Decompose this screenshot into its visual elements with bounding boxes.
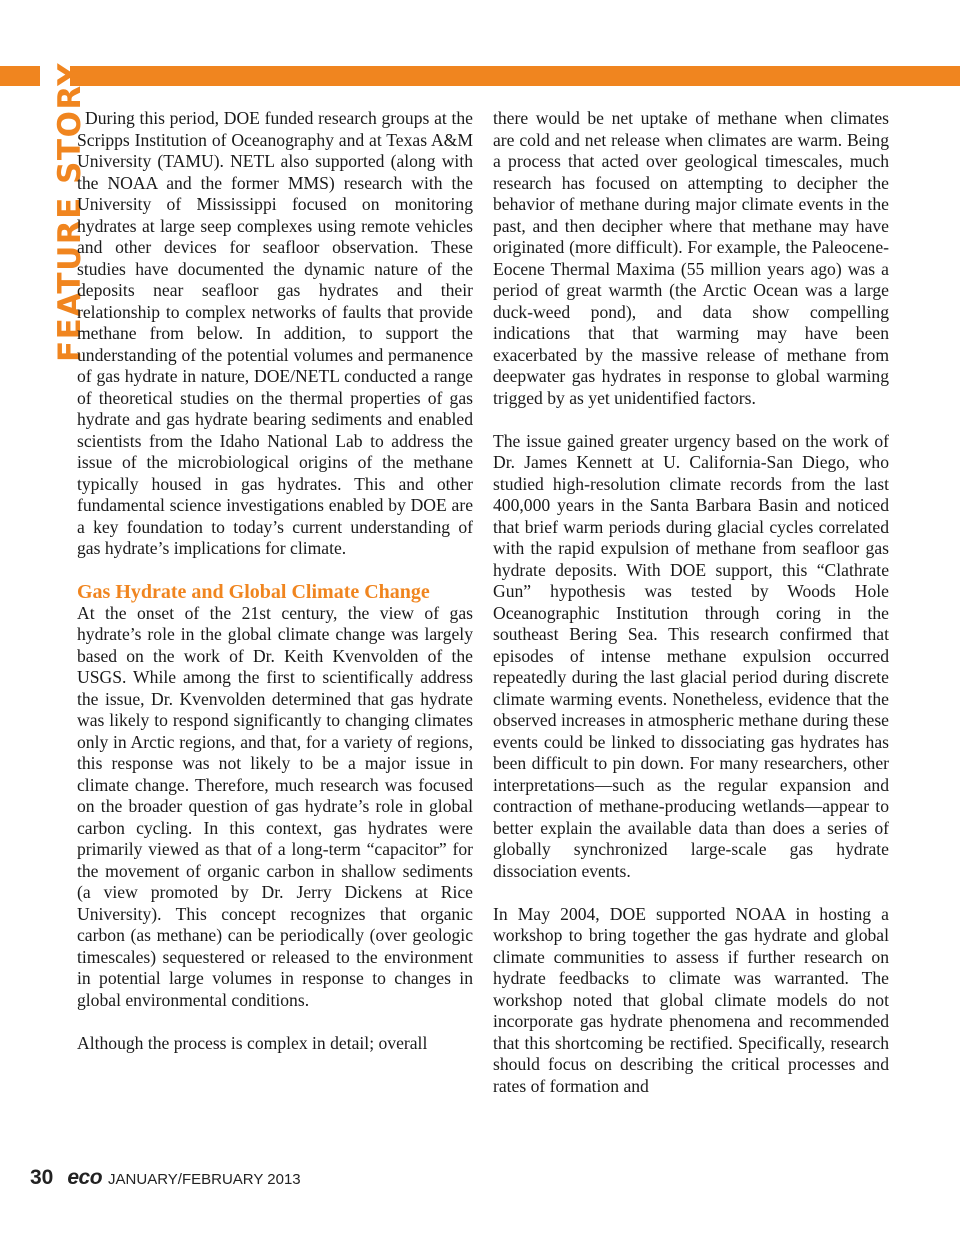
right-paragraph-3: In May 2004, DOE supported NOAA in hosting a workshop to bring together the gas hydrate and global climate communities to assess if further research on hydrate feedbacks to climate was warranted. The workshop noted that global climate models do not incorporate gas hydrate phenomena and recommended that this shortcoming be rectified. Specifically, research should focus on describing the critical processes and rates of formation and: [493, 903, 889, 1096]
left-paragraph-1: During this period, DOE funded research groups at the Scripps Institution of Oceanography and at Texas A&M University (TAMU). NETL also supported (along with the NOAA and the former MMS) research with the University of Mississippi focused on monitoring hydrates at large seep complexes using remote vehicles and other devices for seafloor observation. These studies have documented the dynamic nature of the deposits near seafloor gas hydrates and their relationship to complex networks of faults that provide methane from below. In addition, to support the understanding of the potential volumes and permanence of gas hydrate in nature, DOE/NETL conducted a range of theoretical studies on the thermal properties of gas hydrate and gas hydrate bearing sediments and enabled scientists from the Idaho National Lab to address the issue of the microbiological origins of the methane typically housed in gas hydrates. This and other fundamental science investigations enabled by DOE are a key foundation to today’s current understanding of gas hydrate’s implications for climate.: [77, 108, 473, 558]
right-column: [493, 108, 889, 1097]
magazine-logo: eco: [67, 1166, 103, 1189]
left-paragraph-3: Although the process is complex in detail; overall: [77, 1032, 428, 1053]
section-label: FEATURE STORY: [52, 61, 88, 362]
right-paragraph-2: The issue gained greater urgency based on the work of Dr. James Kennett at U. California-San Diego, who studied high-resolution climate records from the last 400,000 years in the Santa Barbara Basin and noticed that brief warm periods during glacial cycles correlated with the rapid expulsion of methane from seafloor gas hydrate deposits. With DOE support, this “Clathrate Gun” hypothesis was tested by Woods Hole Oceanographic Institution through coring in the southeast Bering Sea. This research confirmed that episodes of intense methane expulsion occurred repeatedly during the last glacial period during discrete climate warming events. Nonetheless, evidence that the observed increases in atmospheric methane during these events could be linked to dissociating gas hydrates has been difficult to pin down. For many researchers, other interpretations—such as the regular expansion and contraction of methane-producing wetlands—appear to better explain the available data than does a series of globally synchronized large-scale gas hydrate dissociation events.: [493, 430, 889, 881]
left-paragraph-2: At the onset of the 21st century, the view of gas hydrate’s role in the global climate change was largely based on the work of Dr. Keith Kvenvolden of the USGS. While among the first to scientifically address the issue, Dr. Kvenvolden determined that gas hydrate was likely to respond significantly to changing climates only in Arctic regions, and that, for a variety of regions, this response was not likely to be a major issue in climate change. Therefore, much research was focused on the broader question of gas hydrate’s role in global carbon cycling. In this context, gas hydrates were primarily viewed as that of a long-term “capacitor” for the movement of organic carbon in shallow sediments (a view promoted by Dr. Jerry Dickens at Rice University). This concept recognizes that organic carbon (as methane) can be periodically (over geologic timescales) sequestered or released to the environment in potential large volumes in response to changes in global environmental conditions.: [77, 602, 473, 1010]
section-heading: Gas Hydrate and Global Climate Change: [77, 580, 430, 603]
header-accent-bar-right: [70, 66, 960, 86]
page-number: 30: [30, 1166, 54, 1189]
page-footer: [30, 1166, 301, 1196]
right-paragraph-1: there would be net uptake of methane when climates are cold and net release when climates are warm. Being a process that acted over geological timescales, much research has focused on attempting to decipher the behavior of methane during major climate events in the past, and then decipher where that methane may have originated (more difficult). For example, the Paleocene-Eocene Thermal Maxima (55 million years ago) was a period of great warmth (the Arctic Ocean was a large duck-weed pond), and data show compelling indications that that warming may have been exacerbated by the massive release of methane from deepwater gas hydrates in response to global warming trigged by as yet unidentified factors.: [493, 108, 889, 408]
left-column: [77, 108, 473, 1054]
issue-date: JANUARY/FEBRUARY 2013: [108, 1171, 301, 1188]
header-accent-bar-left: [0, 66, 40, 86]
